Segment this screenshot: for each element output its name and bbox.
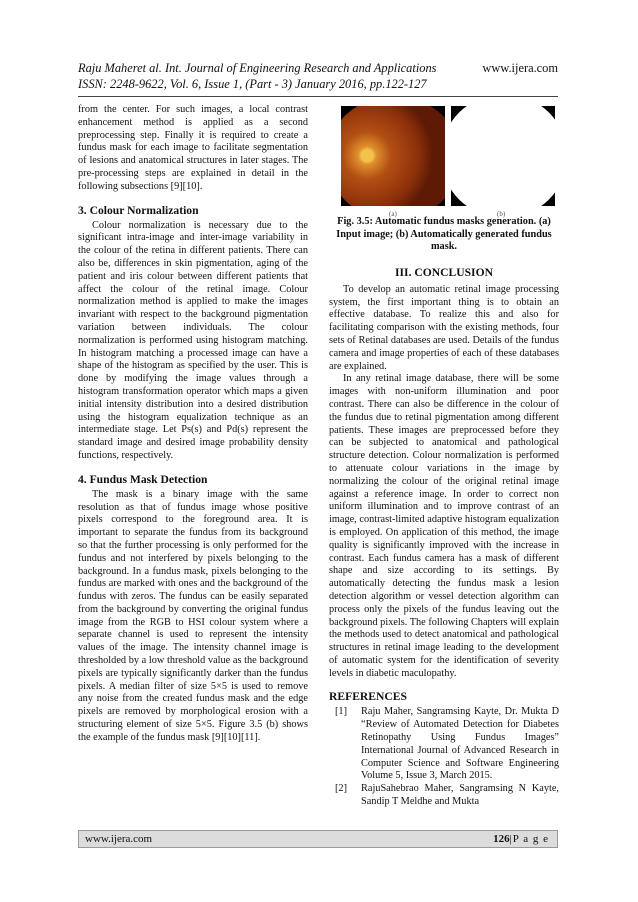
- footer-site-link[interactable]: www.ijera.com: [85, 833, 153, 845]
- section-3-body: Colour normalization is necessary due to the significant intra-image and inter-image variability in the colour of the retina in different patients. There can also be, differences in skin pigmentation, aging of the patient and iris colour between different patients that affect the colour of the retinal image. Colour normalization method is applied to make the images invariant with respect to the background pigmentation variation between individuals. The colour normalization is performed using histogram matching. In histogram matching a processed image can have a shape of the histogram as specified by the user. This is done by modifying the image values through a histogram transformation operator which maps a given initial intensity distribution into a desired distribution using the histogram equalization technique as an intermediate stage. Let Ps(s) and Pd(s) represent the standard image and desired image probability density functions, respectively.: [78, 219, 308, 461]
- conclusion-paragraph-1: To develop an automatic retinal image processing system, the first important thing is to obtain an effective database. To realize this and also for facilitating comparison with the existing methods, four sets of Retinal databases are used. Details of the fundus camera and image properties of each of these databases are explained.: [329, 283, 559, 372]
- reference-item: [329, 783, 559, 809]
- left-column: [78, 104, 308, 745]
- reference-number: [2]: [335, 783, 348, 795]
- section-4-body: The mask is a binary image with the same resolution as that of fundus image whose positive pixels correspond to the foreground area. It is important to separate the fundus from its background so that the further processing is only performed for the fundus and not interfered by pixels belonging to the background. In a fundus mask, pixels belonging to the fundus are marked with ones and the background of the fundus with zeros. The fundus can be easily separated from the background by converting the original fundus image from the RGB to HSI colour system where a separate channel is used to represent the intensity values of the image. The intensity channel image is thresholded by a low threshold value as the background pixels are typically significantly darker than the fundus pixels. A median filter of size 5×5 is used to remove any noise from the created fundus mask and the edge pixels are removed by morphological erosion with a structuring element of size 5×5. Figure 3.5 (b) shows the example of the fundus mask [9][10][11].: [78, 488, 308, 743]
- journal-line: Raju Maheret al. Int. Journal of Engineering Research and Applications: [78, 61, 437, 75]
- reference-number: [1]: [335, 706, 348, 718]
- fundus-mask-image: [451, 106, 555, 206]
- page-number-value: 126: [493, 833, 510, 845]
- subfigure-label-b: (b): [497, 210, 506, 218]
- page-suffix: |P a g e: [509, 833, 549, 845]
- issn-line: ISSN: 2248-9622, Vol. 6, Issue 1, (Part - 3) January 2016, pp.122-127: [78, 77, 427, 91]
- page-footer: [78, 830, 558, 848]
- section-3-heading: 3. Colour Normalization: [78, 203, 199, 217]
- reference-text: Raju Maher, Sangramsing Kayte, Dr. Mukta D “Review of Automated Detection for Diabetes Retinopathy Using Fundus Images” International Journal of Advanced Research in Computer Science and Software Engineering Volume 5, Issue 3, March 2015.: [361, 706, 559, 782]
- intro-paragraph: from the center. For such images, a local contrast enhancement method is applied as a second preprocessing step. Finally it is required to create a fundus mask for each image to facilitate segmentation of lesions and anatomical structures in later stages. The pre-processing steps are explained in detail in the following subsections [9][10].: [78, 104, 308, 192]
- reference-list: [329, 706, 559, 808]
- conclusion-heading: III. CONCLUSION: [395, 265, 493, 279]
- fundus-input-image: [341, 106, 445, 206]
- conclusion-paragraph-2: In any retinal image database, there will be some images with non-uniform illumination and poor contrast. There can also be difference in the colour of the fundus due to retinal pigmentation among different patients. These images are preprocessed before they can be subjected to anatomical and pathological structure detection. Colour normalization is performed to attenuate colour variations in the image by normalizing the colour of the original retinal image against a reference image. In order to correct non uniform illumination and to improve contrast of an image, contrast-limited adaptive histogram equalization is employed. On application of this method, the image quality is significantly improved with the increase in contrast. Each fundus camera has a mask of different shape and size according to its settings. By automatically detecting the fundus mask a lesion detection algorithm or vessel detection algorithm can process only the pixels of the fundus leaving out the background pixels. The following Chapters will explain the methods used to detect anatomical and pathological structures in retinal image leading to the development of automatic system for the identification of severity levels in diabetic maculopathy.: [329, 373, 560, 679]
- right-column: [329, 104, 559, 809]
- running-header: [78, 60, 558, 92]
- reference-text: RajuSahebrao Maher, Sangramsing N Kayte, Sandip T Meldhe and Mukta: [361, 783, 559, 808]
- section-4-heading: 4. Fundus Mask Detection: [78, 472, 208, 486]
- reference-item: [329, 706, 559, 783]
- figure-caption: Fig. 3.5: Automatic fundus masks generation. (a) Input image; (b) Automatically generated fundus mask.: [336, 216, 552, 253]
- subfigure-label-a: (a): [389, 210, 397, 218]
- references-heading: REFERENCES: [329, 690, 407, 704]
- header-rule: [78, 96, 558, 97]
- header-site-link[interactable]: www.ijera.com: [482, 61, 558, 75]
- figure-3-5: [331, 104, 559, 218]
- page-number: [493, 831, 549, 847]
